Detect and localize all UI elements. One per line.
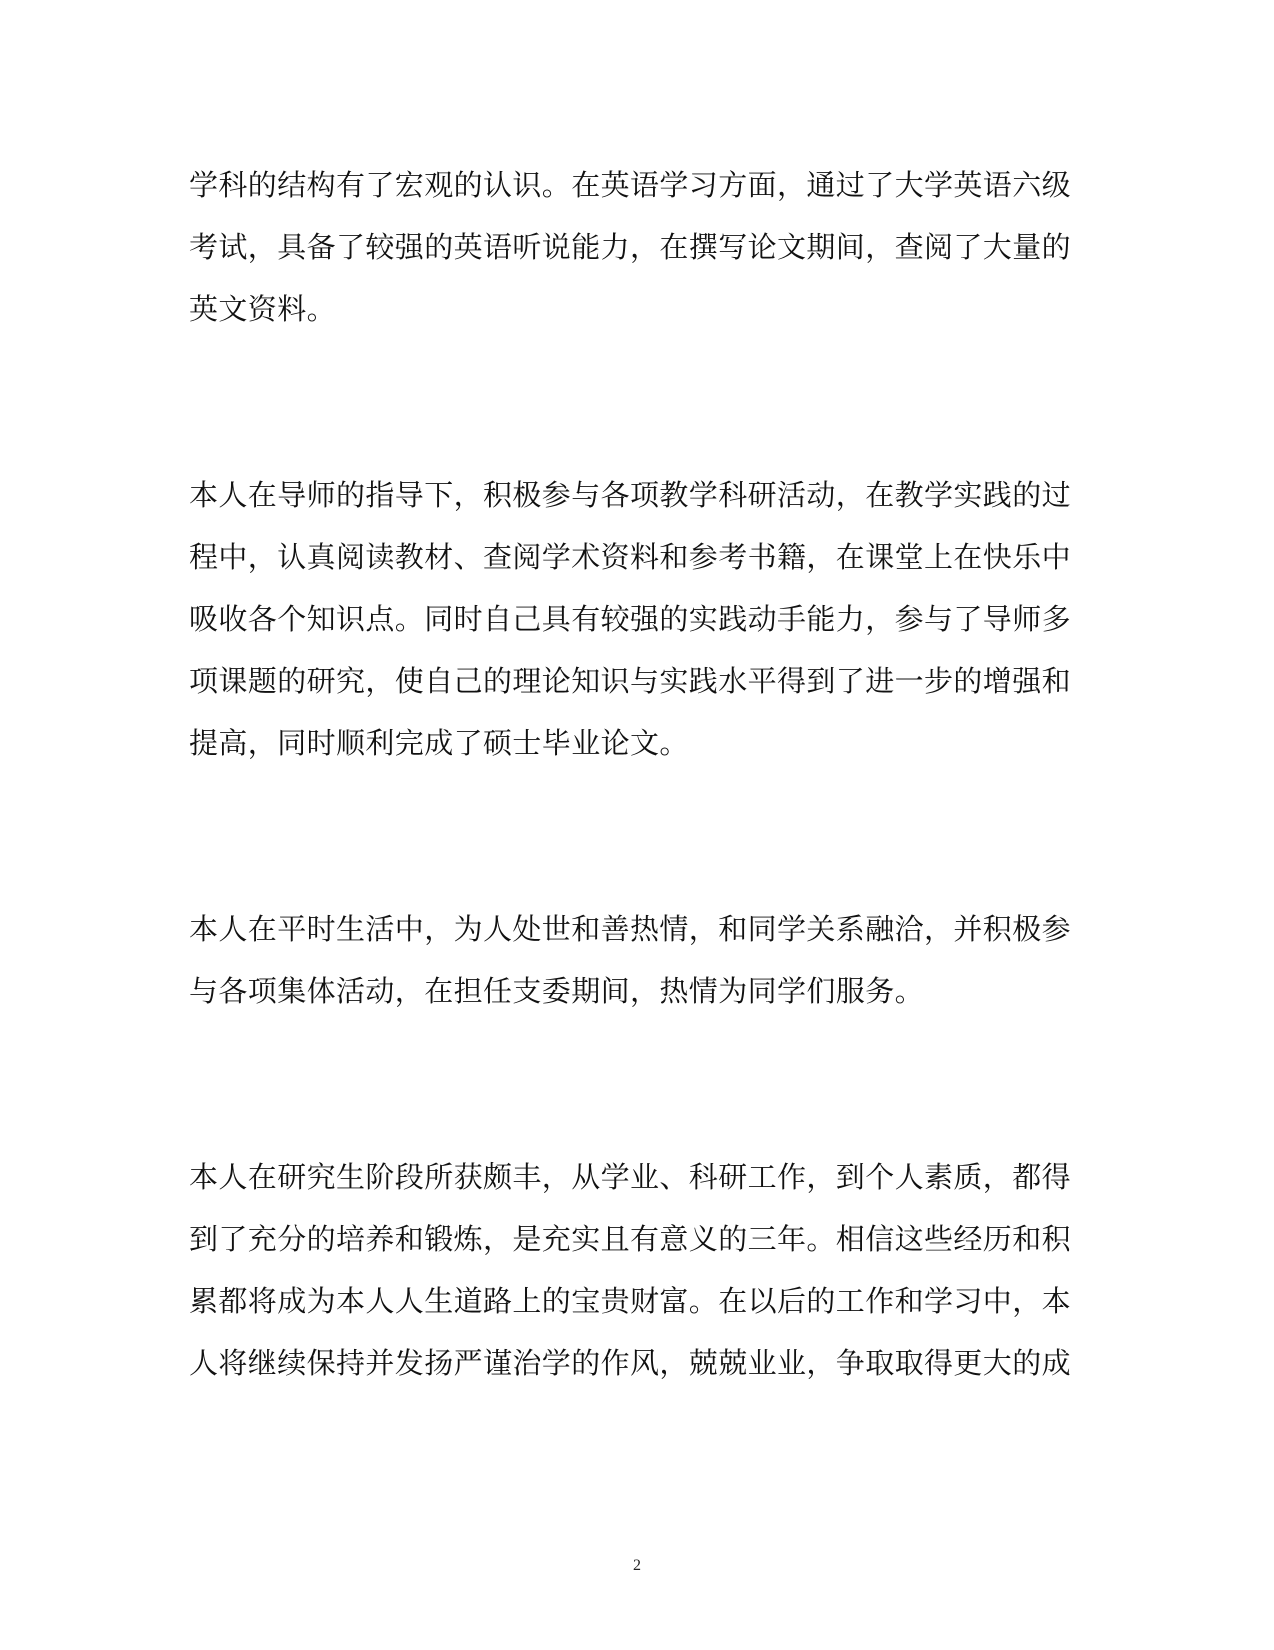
paragraph-1-line-2: 考试，具备了较强的英语听说能力，在撰写论文期间，查阅了大量的 bbox=[189, 230, 1072, 264]
paragraph-2-line-5: 提高，同时顺利完成了硕士毕业论文。 bbox=[189, 726, 689, 760]
paragraph-2-line-3: 吸收各个知识点。同时自己具有较强的实践动手能力，参与了导师多 bbox=[189, 602, 1072, 636]
paragraph-4-line-3: 累都将成为本人人生道路上的宝贵财富。在以后的工作和学习中，本 bbox=[189, 1284, 1072, 1318]
paragraph-4-line-2: 到了充分的培养和锻炼，是充实且有意义的三年。相信这些经历和积 bbox=[189, 1222, 1072, 1256]
paragraph-2-line-2: 程中，认真阅读教材、查阅学术资料和参考书籍，在课堂上在快乐中 bbox=[189, 540, 1072, 574]
paragraph-1-line-3: 英文资料。 bbox=[189, 292, 337, 326]
paragraph-3-line-1: 本人在平时生活中，为人处世和善热情，和同学关系融洽，并积极参 bbox=[189, 912, 1072, 946]
page-number: 2 bbox=[633, 1557, 641, 1574]
paragraph-1-line-1: 学科的结构有了宏观的认识。在英语学习方面，通过了大学英语六级 bbox=[189, 168, 1072, 202]
paragraph-3-line-2: 与各项集体活动，在担任支委期间，热情为同学们服务。 bbox=[189, 974, 925, 1008]
paragraph-2-line-4: 项课题的研究，使自己的理论知识与实践水平得到了进一步的增强和 bbox=[189, 664, 1072, 698]
paragraph-2-line-1: 本人在导师的指导下，积极参与各项教学科研活动，在教学实践的过 bbox=[189, 478, 1072, 512]
paragraph-4-line-4: 人将继续保持并发扬严谨治学的作风，兢兢业业，争取取得更大的成 bbox=[189, 1346, 1072, 1380]
paragraph-4-line-1: 本人在研究生阶段所获颇丰，从学业、科研工作，到个人素质，都得 bbox=[189, 1160, 1072, 1194]
